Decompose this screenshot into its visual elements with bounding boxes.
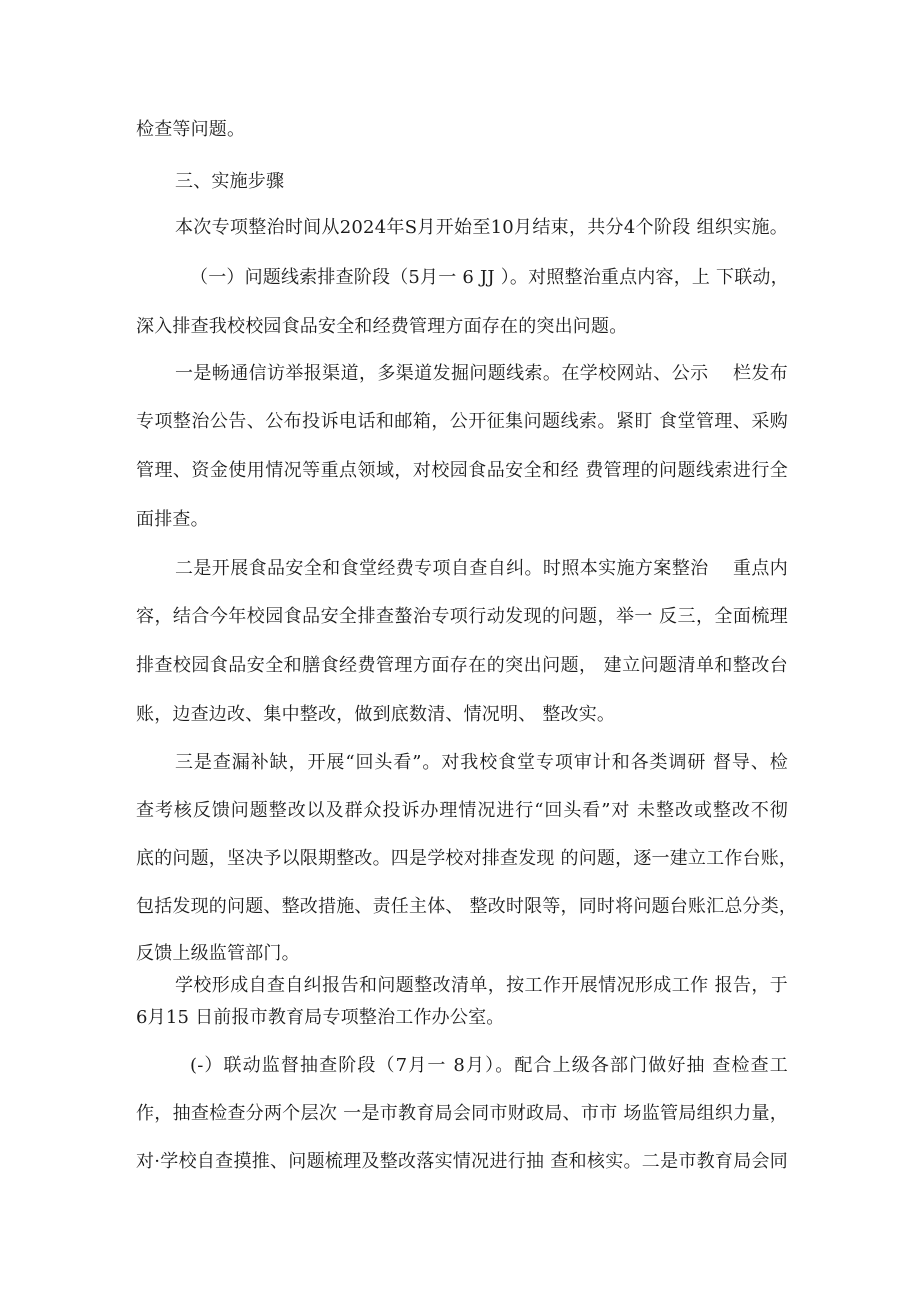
text-line-17: 包括发现的问题、整改措施、责任主体、 整改时限等，同时将问题台账汇总分类， — [136, 896, 798, 917]
text-line-7: 专项整治公告、公布投诉电话和邮箱，公开征集问题线索。紧盯 食堂管理、采购 — [136, 411, 788, 432]
text-line-12: 排查校园食品安全和膳食经费管理方面存在的突出问题， 建立问题清单和整改台 — [136, 655, 788, 676]
text-line-23: 对·学校自查摸推、问题梳理及整改落实情况进行抽 查和核实。二是市教育局会同 — [136, 1151, 788, 1172]
text-line-9: 面排查。 — [136, 509, 209, 530]
text-line-14: 三是查漏补缺，开展“回头看”。对我校食堂专项审计和各类调研 督导、检 — [175, 752, 788, 773]
text-line-3: 本次专项整治时间从2024年S月开始至10月结束，共分4个阶段 组织实施。 — [175, 217, 788, 238]
text-line-11: 容，结合今年校园食品安全排查螯治专项行动发现的问题，举一 反三，全面梳理 — [136, 606, 788, 627]
text-line-5: 深入排查我校校园食品安全和经费管理方面存在的突出问题。 — [136, 316, 628, 337]
text-line-22: 作，抽查检查分两个层次 一是市教育局会同市财政局、市市 场监管局组织力量， — [136, 1103, 788, 1124]
text-line-6: 一是畅通信访举报渠道，多渠道发掘问题线索。在学校网站、公示 栏发布 — [175, 363, 788, 384]
text-line-16: 底的问题，坚决予以限期整改。四是学校对排查发现 的问题，逐一建立工作台账， — [136, 848, 798, 869]
text-line-13: 账，边查边改、集中整改，做到底数清、情况明、 整改实。 — [136, 704, 616, 725]
stage-one-heading-line: （一）问题线索排查阶段（5月一 6 JJ ）。对照整治重点内容，上 下联动， — [190, 267, 789, 288]
text-line-8: 管理、资金使用情况等重点领域，对校园食品安全和经 费管理的问题线索进行全 — [136, 460, 788, 481]
text-line-19: 学校形成自查自纠报告和问题整改清单，按工作开展情况形成工作 报告，于 — [175, 975, 788, 996]
text-line-1: 检查等问题。 — [136, 119, 246, 140]
stage-two-heading-line: (-）联动监督抽查阶段（7月一 8月）。配合上级各部门做好抽 查检查工 — [190, 1055, 788, 1076]
text-line-18: 反馈上级监管部门。 — [136, 943, 300, 964]
text-line-20: 6月15 日前报市教育局专项整治工作办公室。 — [136, 1007, 505, 1028]
text-line-15: 查考核反馈问题整改以及群众投诉办理情况进行“回头看”对 未整改或整改不彻 — [136, 800, 788, 821]
text-line-10: 二是开展食品安全和食堂经费专项自查自纠。时照本实施方案整治 重点内 — [175, 558, 788, 579]
section-heading-implementation-steps: 三、实施步骤 — [175, 171, 285, 192]
